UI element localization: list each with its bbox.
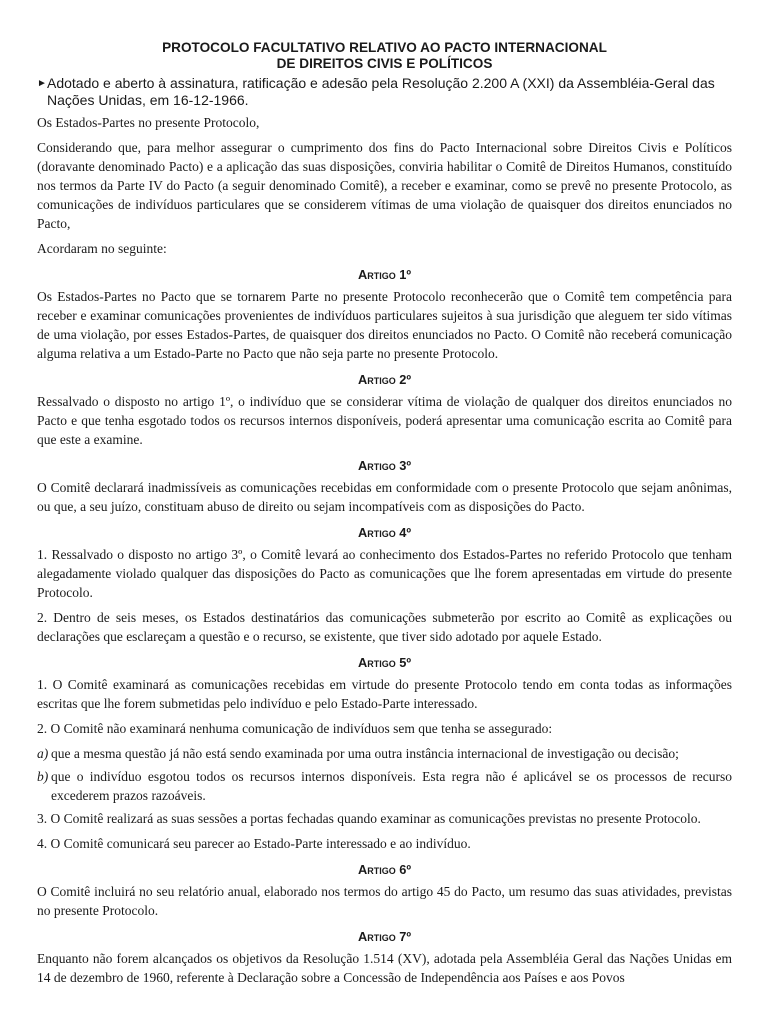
article-paragraph: 1. O Comitê examinará as comunicações recebidas em virtude do presente Protocolo tendo em conta todas as informações escritas que lhe forem submetidas pelo indivíduo e pelo Estado-Parte interessado. xyxy=(37,677,732,711)
preamble-paragraph: Acordaram no seguinte: xyxy=(37,241,167,256)
article-paragraph: 2. Dentro de seis meses, os Estados destinatários das comunicações submeterão por escrito ao Comitê as explicações ou declarações que esclareçam a questão e o recurso, se existente, que tiver sido adotado por aquele Estado. xyxy=(37,610,732,644)
triangle-arrow-icon: ► xyxy=(37,78,47,89)
list-item-text: que a mesma questão já não está sendo examinada por uma outra instância internacional de investigação ou decisão; xyxy=(51,746,679,761)
article-paragraph: 1. Ressalvado o disposto no artigo 3º, o Comitê levará ao conhecimento dos Estados-Partes no referido Protocolo que tenham alegadamente violado qualquer das disposições do Pacto as comunicações que lhe forem apresentadas em virtude do presente Protocolo. xyxy=(37,547,732,600)
article-heading: Artigo 3º xyxy=(357,458,412,473)
adoption-note xyxy=(37,75,732,109)
article-paragraph: O Comitê incluirá no seu relatório anual, elaborado nos termos do artigo 45 do Pacto, um resumo das suas atividades, previstas no presente Protocolo. xyxy=(37,884,732,918)
article-paragraph: O Comitê declarará inadmissíveis as comunicações recebidas em conformidade com o presente Protocolo que sejam anônimas, ou que, a seu juízo, constituam abuso de direito ou sejam incompatíveis com as disposições do Pacto. xyxy=(37,480,732,514)
article-heading: Artigo 4º xyxy=(357,525,412,540)
article-heading: Artigo 1º xyxy=(357,267,412,282)
list-item-label: a) xyxy=(37,746,49,761)
article-paragraph: 4. O Comitê comunicará seu parecer ao Estado-Parte interessado e ao indivíduo. xyxy=(37,836,471,851)
article-heading: Artigo 7º xyxy=(357,929,412,944)
preamble-paragraph: Os Estados-Partes no presente Protocolo, xyxy=(37,115,260,130)
title-line-2: DE DIREITOS CIVIS E POLÍTICOS xyxy=(276,56,493,71)
article-paragraph: Enquanto não forem alcançados os objetivos da Resolução 1.514 (XV), adotada pela Assembléia Geral das Nações Unidas em 14 de dezembro de 1960, referente à Declaração sobre a Concessão de Independência aos Países e aos Povos xyxy=(37,951,732,985)
article-paragraph: Ressalvado o disposto no artigo 1º, o indivíduo que se considerar vítima de violação de qualquer dos direitos enunciados no Pacto e que tenha esgotado todos os recursos internos disponíveis, poderá apresentar uma comunicação escrita ao Comitê para que este a examine. xyxy=(37,394,732,447)
article-heading: Artigo 5º xyxy=(357,655,412,670)
article-paragraph: 3. O Comitê realizará as suas sessões a portas fechadas quando examinar as comunicações previstas no presente Protocolo. xyxy=(37,811,701,826)
list-item xyxy=(37,767,732,805)
adoption-text: Adotado e aberto à assinatura, ratificação e adesão pela Resolução 2.200 A (XXI) da Assembléia-Geral das Nações Unidas, em 16-12-1966. xyxy=(47,75,715,108)
preamble-paragraph: Considerando que, para melhor assegurar o cumprimento dos fins do Pacto Internacional sobre Direitos Civis e Políticos (doravante denominado Pacto) e a aplicação das suas disposições, conviria habilitar o Comitê de Direitos Humanos, constituído nos termos da Parte IV do Pacto (a seguir denominado Comitê), a receber e examinar, como se prevê no presente Protocolo, as comunicações de indivíduos particulares que se considerem vítimas de uma violação de quaisquer dos direitos enunciados no Pacto, xyxy=(37,140,732,231)
article-paragraph: Os Estados-Partes no Pacto que se tornarem Parte no presente Protocolo reconhecerão que o Comitê tem competência para receber e examinar comunicações provenientes de indivíduos particulares sujeitos à sua jurisdição que aleguem ter sido vítimas de uma violação, por esses Estados-Partes, de quaisquer dos direitos enunciados no Pacto. O Comitê não receberá comunicação alguma relativa a um Estado-Parte no Pacto que não seja parte no presente Protocolo. xyxy=(37,289,732,361)
document-title xyxy=(37,40,732,72)
list-item xyxy=(37,744,732,763)
list-item-label: b) xyxy=(37,769,49,784)
list-item-text: que o indivíduo esgotou todos os recursos internos disponíveis. Esta regra não é aplicável se os processos de recurso excederem prazos razoáveis. xyxy=(51,769,732,803)
title-line-1: PROTOCOLO FACULTATIVO RELATIVO AO PACTO INTERNACIONAL xyxy=(162,40,607,55)
article-heading: Artigo 6º xyxy=(357,862,412,877)
article-paragraph: 2. O Comitê não examinará nenhuma comunicação de indivíduos sem que tenha se assegurado: xyxy=(37,721,553,736)
article-heading: Artigo 2º xyxy=(357,372,412,387)
